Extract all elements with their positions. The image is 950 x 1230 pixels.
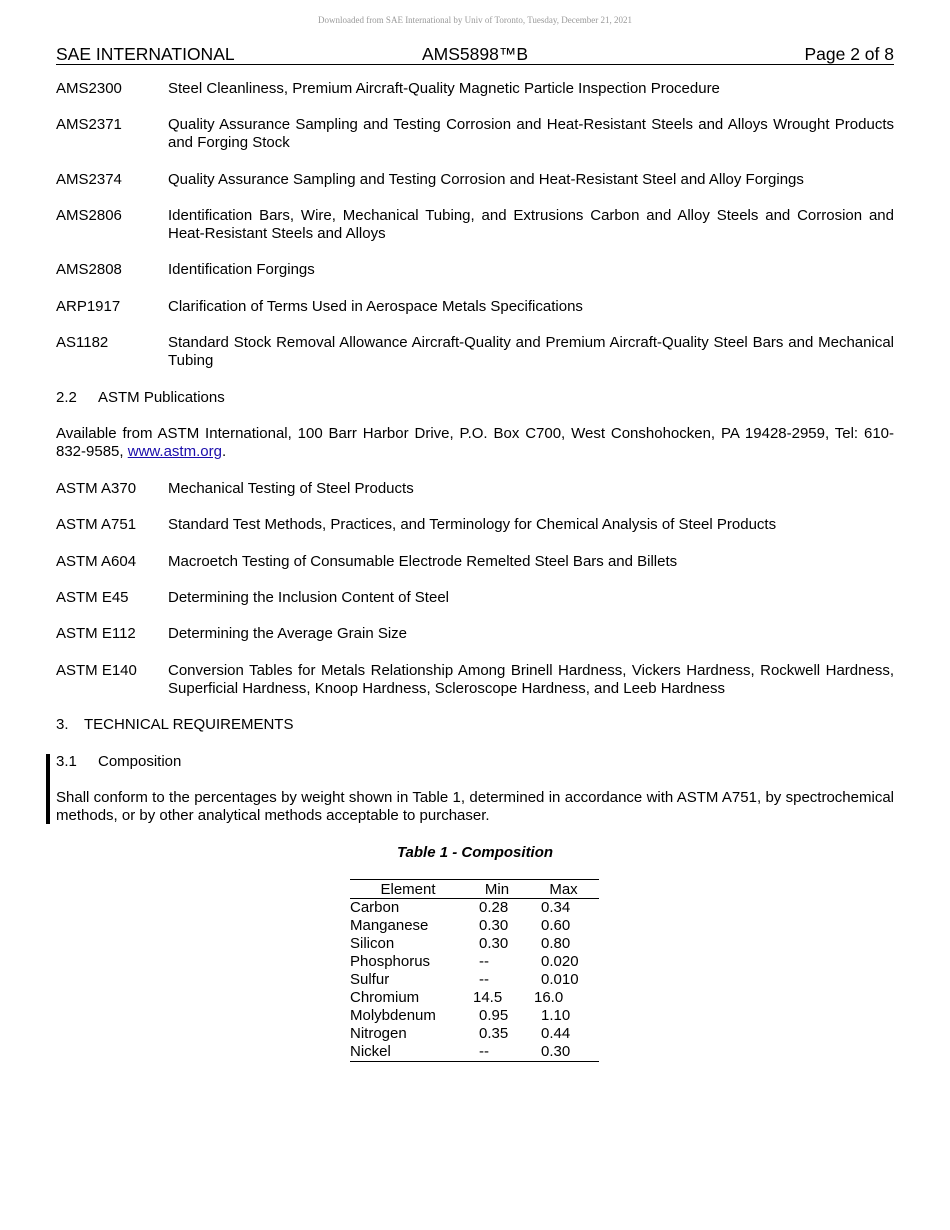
reference-title: Quality Assurance Sampling and Testing Corrosion and Heat-Resistant Steel and Alloy Forgings [168, 171, 804, 188]
reference-entry [56, 625, 894, 643]
reference-title: Identification Bars, Wire, Mechanical Tubing, and Extrusions Carbon and Alloy Steels and Corrosion and Heat-Resistant Steels and Alloys [168, 207, 894, 242]
max-cell: 16.0 [534, 989, 564, 1006]
reference-code: AMS2300 [56, 80, 122, 97]
reference-title: Determining the Average Grain Size [168, 625, 408, 642]
min-cell: 14.5 [473, 989, 503, 1006]
reference-code: AMS2806 [56, 207, 122, 224]
min-cell: 0.35 [479, 1025, 509, 1042]
max-cell: 0.44 [541, 1025, 571, 1042]
astm-website-link[interactable]: www.astm.org [127, 443, 222, 460]
element-cell: Sulfur [350, 971, 390, 988]
table-row [350, 989, 599, 1007]
reference-entry [56, 261, 894, 279]
element-cell: Carbon [350, 899, 400, 916]
section-heading-technical-requirements [56, 716, 293, 734]
reference-entry [56, 171, 894, 189]
table-row [350, 953, 599, 971]
section-number: 2.2 [56, 389, 77, 406]
reference-entry [56, 553, 894, 571]
reference-code: ASTM E140 [56, 662, 137, 679]
reference-code: AMS2374 [56, 171, 122, 188]
max-cell: 0.30 [528, 1043, 599, 1062]
element-cell: Chromium [350, 989, 420, 1006]
min-cell: 0.30 [479, 935, 509, 952]
download-watermark: Downloaded from SAE International by Univ of Toronto, Tuesday, December 21, 2021 [317, 15, 633, 25]
section-number: 3.1 [56, 753, 77, 770]
section-title: ASTM Publications [98, 389, 225, 406]
revision-change-bar [46, 754, 50, 824]
reference-entry [56, 334, 894, 370]
table-row [350, 1007, 599, 1025]
reference-title: Identification Forgings [168, 261, 315, 278]
max-cell: 0.80 [541, 935, 571, 952]
element-cell: Phosphorus [350, 953, 431, 970]
table-row [350, 1025, 599, 1043]
reference-title: Clarification of Terms Used in Aerospace Metals Specifications [168, 298, 583, 315]
table-row [350, 899, 599, 918]
min-cell: -- [479, 953, 489, 970]
table-caption: Table 1 - Composition [396, 844, 554, 861]
reference-title: Standard Test Methods, Practices, and Terminology for Chemical Analysis of Steel Products [168, 516, 777, 533]
max-cell: 0.010 [541, 971, 579, 988]
availability-end: . [221, 443, 227, 460]
section-title: TECHNICAL REQUIREMENTS [84, 716, 294, 733]
reference-title: Determining the Inclusion Content of Steel [168, 589, 449, 606]
reference-code: ASTM E112 [56, 625, 136, 642]
reference-entry [56, 480, 894, 498]
reference-code: AS1182 [56, 334, 109, 351]
reference-entry [56, 298, 894, 316]
column-header-max: Max [528, 880, 599, 899]
section-number: 3. [56, 716, 69, 733]
astm-availability [56, 425, 894, 461]
composition-paragraph: Shall conform to the percentages by weight shown in Table 1, determined in accordance with ASTM A751, by spectrochemical methods, or by other analytical methods acceptable to purchaser. [56, 789, 894, 824]
reference-code: ASTM A370 [56, 480, 137, 497]
element-cell: Manganese [350, 917, 429, 934]
reference-entry [56, 80, 894, 98]
reference-title: Quality Assurance Sampling and Testing Corrosion and Heat-Resistant Steels and Alloys Wrought Products and Forging Stock [168, 116, 894, 151]
reference-code: ASTM E45 [56, 589, 129, 606]
reference-entry [56, 662, 894, 698]
element-cell: Nitrogen [350, 1025, 407, 1042]
min-cell: 0.28 [479, 899, 509, 916]
max-cell: 0.34 [541, 899, 571, 916]
table-row [350, 1043, 599, 1062]
element-cell: Molybdenum [350, 1007, 436, 1024]
header-doc-id: AMS5898™B [421, 44, 529, 64]
max-cell: 0.020 [541, 953, 579, 970]
header-org: SAE INTERNATIONAL [56, 44, 235, 64]
reference-entry [56, 516, 894, 534]
reference-title: Macroetch Testing of Consumable Electrode Remelted Steel Bars and Billets [168, 553, 678, 570]
element-cell: Nickel [350, 1043, 466, 1062]
min-cell: 0.30 [479, 917, 509, 934]
column-header-element: Element [350, 880, 466, 899]
reference-entry [56, 207, 894, 243]
table-row [350, 971, 599, 989]
table-row [350, 935, 599, 953]
reference-code: ASTM A604 [56, 553, 137, 570]
reference-code: ASTM A751 [56, 516, 137, 533]
reference-entry [56, 116, 894, 152]
page-header [56, 44, 894, 65]
availability-text: Available from ASTM International, 100 Barr Harbor Drive, P.O. Box C700, West Conshohocken, PA 19428-2959, Tel: 610-832-9585, [56, 425, 894, 460]
table-row [350, 917, 599, 935]
max-cell: 1.10 [541, 1007, 571, 1024]
section-heading-composition [56, 753, 181, 771]
min-cell: 0.95 [479, 1007, 509, 1024]
min-cell: -- [479, 971, 489, 988]
composition-table [350, 879, 599, 1062]
reference-title: Conversion Tables for Metals Relationship Among Brinell Hardness, Vickers Hardness, Rockwell Hardness, Superficial Hardness, Knoop Hardness, Scleroscope Hardness, and Leeb Hardness [168, 662, 894, 697]
reference-code: AMS2808 [56, 261, 122, 278]
reference-entry [56, 589, 894, 607]
column-header-min: Min [466, 880, 528, 899]
reference-title: Mechanical Testing of Steel Products [168, 480, 414, 497]
element-cell: Silicon [350, 935, 395, 952]
reference-code: AMS2371 [56, 116, 122, 133]
reference-title: Steel Cleanliness, Premium Aircraft-Quality Magnetic Particle Inspection Procedure [168, 80, 720, 97]
reference-title: Standard Stock Removal Allowance Aircraft-Quality and Premium Aircraft-Quality Steel Bars and Mechanical Tubing [168, 334, 894, 369]
section-heading-astm [56, 389, 225, 407]
reference-code: ARP1917 [56, 298, 121, 315]
min-cell: -- [466, 1043, 528, 1062]
max-cell: 0.60 [541, 917, 571, 934]
table-header-row [350, 880, 599, 899]
header-page-number: Page 2 of 8 [804, 44, 894, 64]
section-title: Composition [98, 753, 182, 770]
